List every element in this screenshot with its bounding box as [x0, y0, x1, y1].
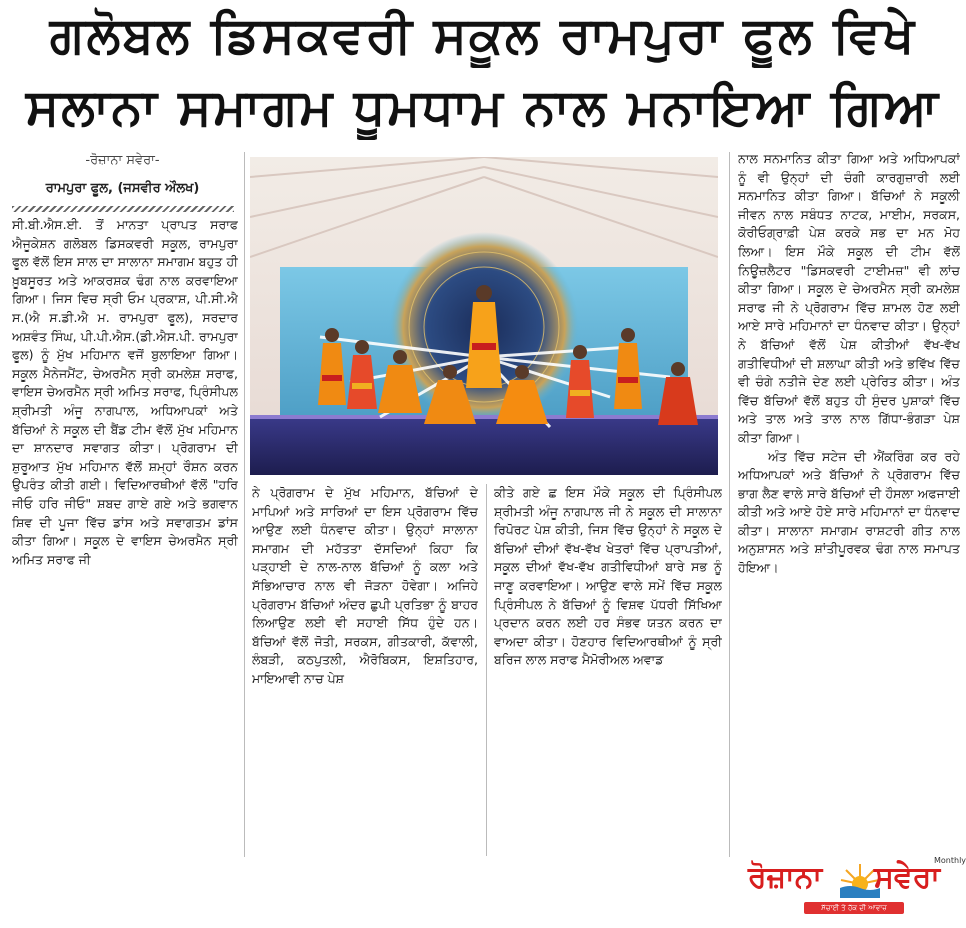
article-paragraph: ਕੀਤੇ ਗਏ ਛ ਇਸ ਮੌਕੇ ਸਕੂਲ ਦੀ ਪ੍ਰਿੰਸੀਪਲ ਸ਼੍ਰੀਮਤੀ ਅੰਜੂ ਨਾਗਪਾਲ ਜੀ ਨੇ ਸਕੂਲ ਦੀ ਸਾਲਾਨਾ ਰਿਪੋਰਟ ਪੇਸ਼ ਕੀਤੀ, ਜਿਸ ਵਿੱਚ ਉਨ੍ਹਾਂ ਨੇ ਸਕੂਲ ਦੇ ਬੱਚਿਆਂ ਦੀਆਂ ਵੱਖ-ਵੱਖ ਖੇਤਰਾਂ ਵਿੱਚ ਪ੍ਰਾਪਤੀਆਂ, ਸਕੂਲ ਦੀਆਂ ਵੱਖ-ਵੱਖ ਗਤੀਵਿਧੀਆਂ ਬਾਰੇ ਸਭ ਨੂੰ ਜਾਣੂ ਕਰਵਾਇਆ। ਆਉਣ ਵਾਲੇ ਸਮੇਂ ਵਿੱਚ ਸਕੂਲ ਪ੍ਰਿੰਸੀਪਲ ਨੇ ਬੱਚਿਆਂ ਨੂੰ ਵਿਸ਼ਵ ਪੱਧਰੀ ਸਿੱਖਿਆ ਪ੍ਰਦਾਨ ਕਰਨ ਲਈ ਹਰ ਸੰਭਵ ਯਤਨ ਕਰਨ ਦਾ ਵਾਅਦਾ ਕੀਤਾ। ਹੋਣਹਾਰ ਵਿਦਿਆਰਥੀਆਂ ਨੂੰ ਸ੍ਰੀ ਬਰਿਜ ਲਾਲ ਸਰਾਫ ਮੈਮੋਰੀਅਲ ਅਵਾਡ — [494, 485, 722, 668]
logo-monthly: Monthly — [934, 856, 966, 865]
logo-word: ਰੋਜ਼ਾਨਾ — [748, 860, 823, 895]
article-paragraph: ਨੇ ਪ੍ਰੋਗਰਾਮ ਦੇ ਮੁੱਖ ਮਹਿਮਾਨ, ਬੱਚਿਆਂ ਦੇ ਮਾਪਿਆਂ ਅਤੇ ਸਾਰਿਆਂ ਦਾ ਇਸ ਪ੍ਰੋਗਰਾਮ ਵਿੱਚ ਆਉਣ ਲਈ ਧੰਨਵਾਦ ਕੀਤਾ। ਉਨ੍ਹਾਂ ਸਾਲਾਨਾ ਸਮਾਗਮ ਦੀ ਮਹੱਤਤਾ ਦੱਸਦਿਆਂ ਕਿਹਾ ਕਿ ਪੜ੍ਹਾਈ ਦੇ ਨਾਲ-ਨਾਲ ਬੱਚਿਆਂ ਨੂੰ ਕਲਾ ਅਤੇ ਸੱਭਿਆਚਾਰ ਨਾਲ ਵੀ ਜੋੜਨਾ ਹੋਵੇਗਾ। ਅਜਿਹੇ ਪ੍ਰੋਗਰਾਮ ਬੱਚਿਆਂ ਅੰਦਰ ਛੁਪੀ ਪ੍ਰਤਿਭਾ ਨੂੰ ਬਾਹਰ ਲਿਆਉਣ ਲਈ ਵੀ ਸਹਾਈ ਸਿੱਧ ਹੁੰਦੇ ਹਨ। ਬੱਚਿਆਂ ਵੱਲੋਂ ਜੋਤੀ, ਸਰਕਸ, ਗੀਤਕਾਰੀ, ਕੱਵਾਲੀ, ਲੰਬੜੀ, ਕਠਪੁਤਲੀ, ਐਰੋਬਿਕਸ, ਇਸ਼ਤਿਹਾਰ, ਮਾਇਆਵੀ ਨਾਚ ਪੇਸ਼ — [252, 485, 478, 686]
column-divider — [244, 152, 245, 857]
logo-word: ਸਵੇਰਾ — [874, 860, 940, 895]
column-divider — [486, 484, 487, 856]
headline-line-1: ਗਲੋਬਲ ਡਿਸਕਵਰੀ ਸਕੂਲ ਰਾਮਪੁਰਾ ਫੂਲ ਵਿਖੇ — [49, 6, 917, 64]
article-column-1 — [12, 216, 238, 856]
article-column-4 — [738, 150, 960, 858]
newspaper-logo — [748, 856, 966, 922]
byline-location: ਰਾਮਪੁਰਾ ਫੂਲ, (ਜਸਵੀਰ ਔਲਖ) — [45, 181, 200, 196]
article-column-2 — [252, 484, 478, 856]
column-divider — [729, 152, 730, 857]
byline-divider — [12, 206, 234, 212]
byline-source: -ਰੋਜ਼ਾਨਾ ਸਵੇਰਾ- — [85, 153, 160, 168]
logo-tagline: ਸੱਚਾਈ ਤੇ ਹੱਕ ਦੀ ਆਵਾਜ਼ — [804, 902, 904, 914]
dance-performance-image — [250, 157, 718, 475]
article-paragraph: ਅੰਤ ਵਿੱਚ ਸਟੇਜ ਦੀ ਐਂਕਰਿੰਗ ਕਰ ਰਹੇ ਅਧਿਆਪਕਾਂ ਅਤੇ ਬੱਚਿਆਂ ਨੇ ਪ੍ਰੋਗਰਾਮ ਵਿੱਚ ਭਾਗ ਲੈਣ ਵਾਲੇ ਸਾਰੇ ਬੱਚਿਆਂ ਦੀ ਹੌਸਲਾ ਅਫਜਾਈ ਕੀਤੀ ਅਤੇ ਆਏ ਹੋਏ ਸਾਰੇ ਮਹਿਮਾਨਾਂ ਦਾ ਧੰਨਵਾਦ ਕੀਤਾ। ਸਾਲਾਨਾ ਸਮਾਗਮ ਰਾਸ਼ਟਰੀ ਗੀਤ ਨਾਲ ਅਨੁਸ਼ਾਸਨ ਅਤੇ ਸ਼ਾਂਤੀਪੂਰਵਕ ਢੰਗ ਨਾਲ ਸਮਾਪਤ ਹੋਇਆ। — [738, 448, 960, 576]
article-column-3 — [494, 484, 722, 856]
article-paragraph: ਨਾਲ ਸਨਮਾਨਿਤ ਕੀਤਾ ਗਿਆ ਅਤੇ ਅਧਿਆਪਕਾਂ ਨੂੰ ਵੀ ਉਨ੍ਹਾਂ ਦੀ ਚੰਗੀ ਕਾਰਗੁਜ਼ਾਰੀ ਲਈ ਸਨਮਾਨਿਤ ਕੀਤਾ ਗਿਆ। ਬੱਚਿਆਂ ਨੇ ਸਕੂਲੀ ਜੀਵਨ ਨਾਲ ਸਬੰਧਤ ਨਾਟਕ, ਮਾਈਮ, ਸਰਕਸ, ਕੋਰੀਓਗ੍ਰਾਫ਼ੀ ਪੇਸ਼ ਕਰਕੇ ਸਭ ਦਾ ਮਨ ਮੋਹ ਲਿਆ। ਇਸ ਮੌਕੇ ਸਕੂਲ ਦੀ ਟੀਮ ਵੱਲੋਂ ਨਿਊਜ਼ਲੈਟਰ "ਡਿਸਕਵਰੀ ਟਾਈਮਜ਼" ਵੀ ਲਾਂਚ ਕੀਤਾ ਗਿਆ। ਸਕੂਲ ਦੇ ਚੇਅਰਮੈਨ ਸ੍ਰੀ ਕਮਲੇਸ਼ ਸਰਾਫ ਜੀ ਨੇ ਪ੍ਰੋਗਰਾਮ ਵਿੱਚ ਸ਼ਾਮਲ ਹੋਣ ਲਈ ਆਏ ਸਾਰੇ ਮਹਿਮਾਨਾਂ ਦਾ ਧੰਨਵਾਦ ਕੀਤਾ। ਉਨ੍ਹਾਂ ਨੇ ਬੱਚਿਆਂ ਵੱਲੋਂ ਪੇਸ਼ ਕੀਤੀਆਂ ਵੱਖ-ਵੱਖ ਗਤੀਵਿਧੀਆਂ ਦੀ ਸ਼ਲਾਘਾ ਕੀਤੀ ਅਤੇ ਭਵਿੱਖ ਵਿੱਚ ਵੀ ਚੰਗੇ ਨਤੀਜੇ ਦੇਣ ਲਈ ਪ੍ਰੇਰਿਤ ਕੀਤਾ। ਅੰਤ ਵਿੱਚ ਬੱਚਿਆਂ ਵੱਲੋਂ ਬਹੁਤ ਹੀ ਸੁੰਦਰ ਪੁਸ਼ਾਕਾਂ ਵਿੱਚ ਅਤੇ ਤਾਲ ਅਤੇ ਤਾਲ ਨਾਲ ਗਿੱਧਾ-ਭੰਗੜਾ ਪੇਸ਼ ਕੀਤਾ ਗਿਆ। — [738, 151, 960, 445]
headline-line-2: ਸਲਾਨਾ ਸਮਾਗਮ ਧੂਮਧਾਮ ਨਾਲ ਮਨਾਇਆ ਗਿਆ — [25, 78, 941, 136]
event-photo — [250, 157, 718, 475]
article-paragraph: ਸੀ.ਬੀ.ਐਸ.ਈ. ਤੋਂ ਮਾਨਤਾ ਪ੍ਰਾਪਤ ਸਰਾਫ ਐਜੂਕੇਸ਼ਨ ਗਲੋਬਲ ਡਿਸਕਵਰੀ ਸਕੂਲ, ਰਾਮਪੁਰਾ ਫੂਲ ਵੱਲੋਂ ਇਸ ਸਾਲ ਦਾ ਸਾਲਾਨਾ ਸਮਾਗਮ ਬਹੁਤ ਹੀ ਖ਼ੂਬਸੂਰਤ ਅਤੇ ਆਕਰਸ਼ਕ ਢੰਗ ਨਾਲ ਕਰਵਾਇਆ ਗਿਆ। ਜਿਸ ਵਿਚ ਸ੍ਰੀ ਓਮ ਪ੍ਰਕਾਸ਼, ਪੀ.ਸੀ.ਐ ਸ.(ਐ ਸ.ਡੀ.ਐ ਮ. ਰਾਮਪੁਰਾ ਫੂਲ), ਸਰਦਾਰ ਅਸ਼ਵੰਤ ਸਿੰਘ, ਪੀ.ਪੀ.ਐਸ.(ਡੀ.ਐਸ.ਪੀ. ਰਾਮਪੁਰਾ ਫੂਲ) ਨੂੰ ਮੁੱਖ ਮਹਿਮਾਨ ਵਜੋਂ ਬੁਲਾਇਆ ਗਿਆ। ਸਕੂਲ ਮੈਨੇਜਮੈਂਟ, ਚੇਅਰਮੈਨ ਸ੍ਰੀ ਕਮਲੇਸ਼ ਸਰਾਫ, ਵਾਇਸ ਚੇਅਰਮੈਨ ਸ੍ਰੀ ਅਮਿਤ ਸਰਾਫ, ਪ੍ਰਿੰਸੀਪਲ ਸ਼੍ਰੀਮਤੀ ਅੰਜੂ ਨਾਗਪਾਲ, ਅਧਿਆਪਕਾਂ ਅਤੇ ਬੱਚਿਆਂ ਨੇ ਸਕੂਲ ਦੀ ਬੈਂਡ ਟੀਮ ਵੱਲੋਂ ਮੁੱਖ ਮਹਿਮਾਨ ਦਾ ਸ਼ਾਨਦਾਰ ਸਵਾਗਤ ਕੀਤਾ। ਪ੍ਰੋਗਰਾਮ ਦੀ ਸ਼ੁਰੂਆਤ ਮੁੱਖ ਮਹਿਮਾਨ ਵੱਲੋਂ ਸ਼ਮ੍ਹਾਂ ਰੌਸ਼ਨ ਕਰਨ ਉਪਰੰਤ ਕੀਤੀ ਗਈ। ਵਿਦਿਆਰਥੀਆਂ ਵੱਲੋਂ "ਹਰਿ ਜੀਓ ਹਰਿ ਜੀਓ" ਸ਼ਬਦ ਗਾਏ ਗਏ ਅਤੇ ਭਗਵਾਨ ਸ਼ਿਵ ਦੀ ਪੂਜਾ ਵਿੱਚ ਡਾਂਸ ਅਤੇ ਸਵਾਗਤਮ ਡਾਂਸ ਕੀਤਾ ਗਿਆ। ਸਕੂਲ ਦੇ ਵਾਇਸ ਚੇਅਰਮੈਨ ਸ੍ਰੀ ਅਮਿਤ ਸਰਾਫ ਜੀ — [12, 217, 238, 567]
